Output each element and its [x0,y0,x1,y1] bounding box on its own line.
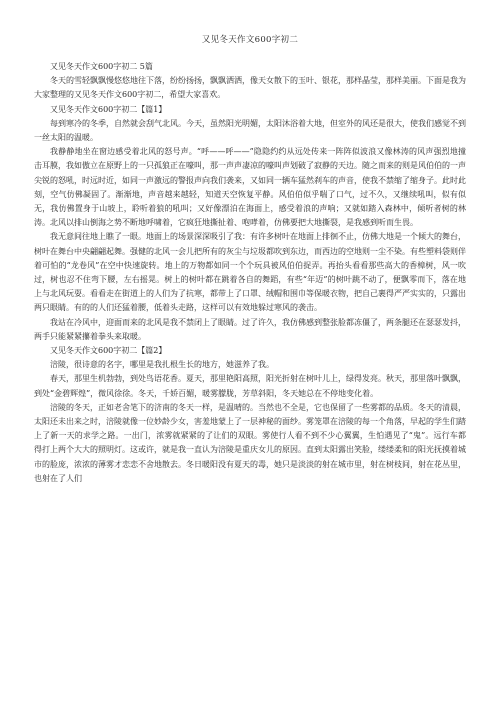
section-1-heading: 又见冬天作文600字初二【篇1】 [50,104,167,114]
document-subtitle: 又见冬天作文600字初二 5篇 [50,62,153,71]
intro-paragraph: 冬天的雪轻飘飘慢悠悠地往下落，纷纷扬扬，飘飘洒洒，像天女散下的玉叶、银花，那样晶莹，那样美丽。下面是我为大家整理的又见冬天作文600字初二，希望大家喜欢。 [34,76,466,100]
section-1-paragraph-3: 我无意间往地上瞧了一眼。地面上的场景深深吸引了我：有许多树叶在地面上排徊不止，仿佛大地是一个倾大的舞台，树叶在舞台中央翩翩起舞。强健的北风一会儿把所有的灰尘与垃圾都吹到东边，而西边的空地则一尘不染。有些塑料袋则伴着可怕的“龙卷风”在空中快速旋转。地上的万物都如同一个个玩具被风伯伯捉弄。再抬头看看那些高大的香樟树，风一吹过，树也忍不住弯下腰，左右摇晃。树上的树叶都在跳着各自的舞蹈，有些“年迈”的树叶跳不动了，便飘零而下，落在地上与北风玩耍。看看走在街道上的人们为了抗寒，都带上了口罩、绒帽和围巾等保暖衣物，把自己裹得严严实实的，只露出两只眼睛。有的的人们还猛着腰，低着头走路，这样可以有效地躲过寒风的袭击。 [34,232,466,313]
section-1-paragraph-1: 每到寒冷的冬季，自然就会刮气北风。今天，虽然阳光明媚，太阳沐浴着大地，但室外的风还是很大，使我们感觉不到一丝太阳的温暖。 [34,118,466,143]
section-2-heading: 又见冬天作文600字初二【篇2】 [50,346,167,356]
document-title: 又见冬天作文600字初二 [201,35,299,45]
section-2-paragraph-2: 春天，那里生机勃勃，到处鸟语花香。夏天，那里艳阳高照，阳光折射在树叶儿上，绿得发亮。秋天，那里落叶飘飘，到处“金碧辉煌”，微风徐徐。冬天，千娇百媚，暖雾朦胧，芳草斜阳，冬天她总在不停地变化着。 [34,374,466,398]
section-2-paragraph-1: 涪陵，很诗意的名字，哪里是我扎根生长的地方，她滋养了我。 [50,360,274,370]
section-1-paragraph-4: 我站在冷风中，迎面而来的北风是我不禁闭上了眼睛。过了许久，我仿佛感到整张脸都冻僵了，两条腿还在瑟瑟发抖，两手只能紧紧攥着拳头来取暖。 [34,317,466,341]
section-2-paragraph-3: 涪陵的冬天，正如老舍笔下的济南的冬天一样，是温晴的。当然也不全是，它也保留了一些雾都的品质。冬天的清晨，太阳还未出来之时，涪陵就像一位妙龄少女，害羞地蒙上了一层神秘的面纱。雾笼罩在涪陵的每一个角落，早起的学生们踏上了新一天的求学之路。一出门，浓雾就紧紧的了让们的双眼。雾使行人看不到不少心翼翼，生怕遇见了“鬼”。远行车都得打上两个大大的照明灯。这或许，就是我一直认为涪陵是重庆女儿的原因。直到太阳露出笑脸，缕缕柔和的阳光抚摸着城市的脸庞，浓浓的薄雾才恋恋不舍地散去。冬日暖阳没有夏天的毒，她只是淡淡的射在城市里，射在树枝间，射在花丛里，也射在了人们 [34,402,466,483]
section-1-paragraph-2: 我静静地坐在窗边感受着北风的怒号声。“呼——呼——”隐隐约约从远处传来一阵阵似波浪又像林涛的风声强烈地撞击耳膜，我如傲立在原野上的一只孤狼正在嚎叫，那一声声凄凉的嚎叫声划破了寂静的天边。随之而来的则是风伯伯的一声尖锐的怒吼，时远时近，如同一声激远的警报声向我们袭来，又如同一辆车猛然刹车的声音，使我不禁缩了缩身子。此时此刻，空气仿佛凝固了。渐渐地，声音越来越轻，知道天空恢复平静。风伯伯似乎喘了口气，过不久，又继续吼叫，似有似无，我仿佛置身于山坡上，聆听着狼的吼叫；又好像漂泊在海面上，感受着浪的声响；又就如踏入森林中，倾听者树的林涛。北风以排山倒海之势不断地呼啸着，它疯狂地撕扯着、咆哮着，仿佛要把大地撕裂，是我感到听而生畏。 [34,147,466,228]
